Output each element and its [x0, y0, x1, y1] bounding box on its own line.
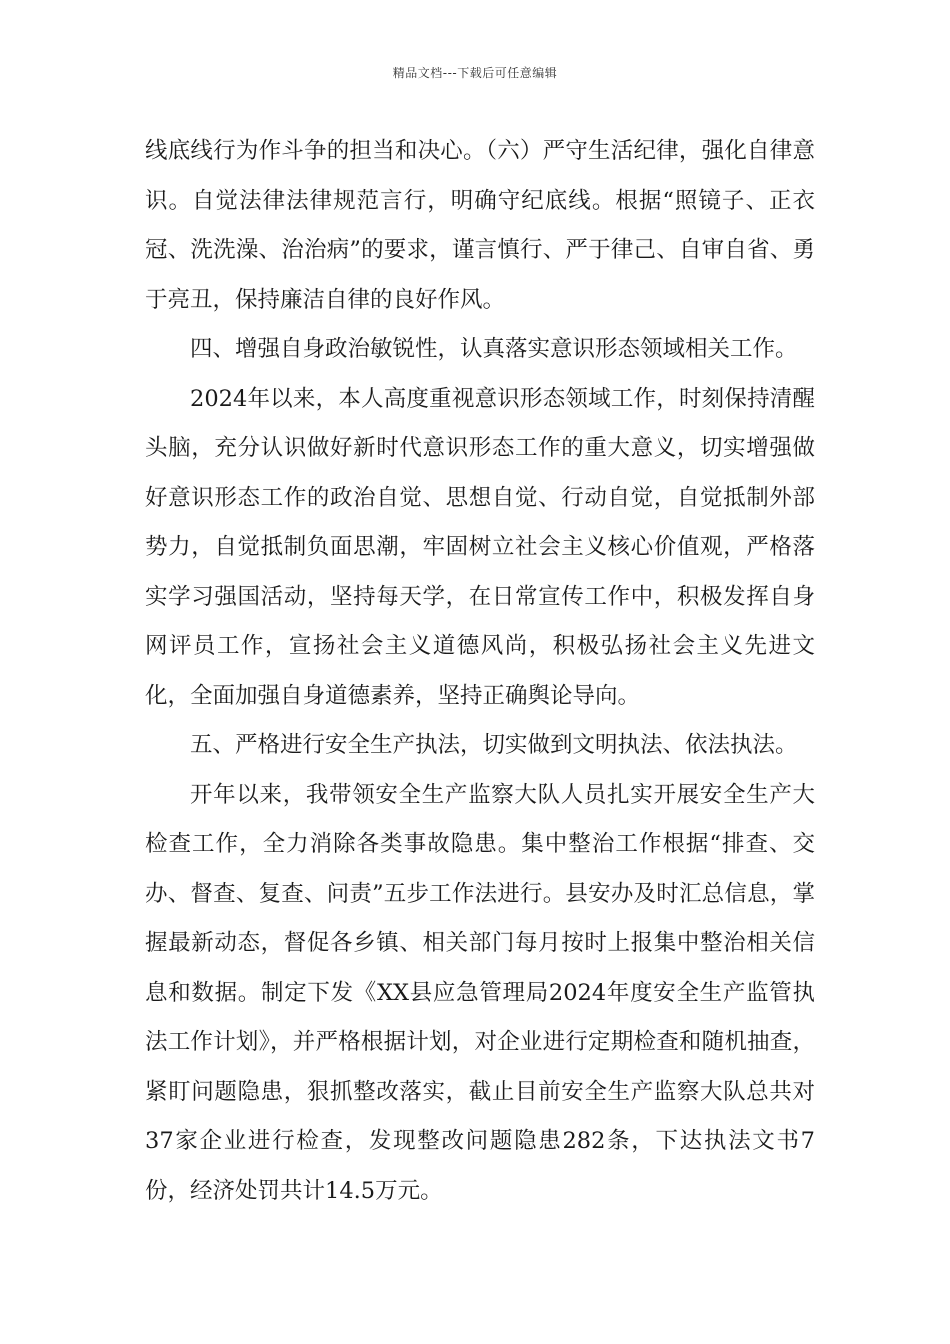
document-body: [145, 127, 815, 1216]
paragraph-continuation: 线底线行为作斗争的担当和决心。（六）严守生活纪律，强化自律意识。自觉法律法律规范言行，明确守纪底线。根据“照镜子、正衣冠、洗洗澡、治治病”的要求，谨言慎行、严于律己、自审自省、勇于亮丑，保持廉洁自律的良好作风。: [145, 138, 815, 313]
paragraph-ideology-work: 2024年以来，本人高度重视意识形态领域工作，时刻保持清醒头脑，充分认识做好新时代意识形态工作的重大意义，切实增强做好意识形态工作的政治自觉、思想自觉、行动自觉，自觉抵制外部势力，自觉抵制负面思潮，牢固树立社会主义核心价值观，严格落实学习强国活动，坚持每天学，在日常宣传工作中，积极发挥自身网评员工作，宣扬社会主义道德风尚，积极弘扬社会主义先进文化，全面加强自身道德素养，坚持正确舆论导向。: [145, 385, 815, 709]
section-heading-four: 四、增强自身政治敏锐性，认真落实意识形态领域相关工作。: [190, 336, 798, 362]
section-heading-five: 五、严格进行安全生产执法，切实做到文明执法、依法执法。: [190, 732, 798, 758]
paragraph-safety-enforcement: 开年以来，我带领安全生产监察大队人员扎实开展安全生产大检查工作，全力消除各类事故隐患。集中整治工作根据“排查、交办、督查、复查、问责”五步工作法进行。县安办及时汇总信息，掌握最新动态，督促各乡镇、相关部门每月按时上报集中整治相关信息和数据。制定下发《XX县应急管理局2024年度安全生产监管执法工作计划》，并严格根据计划，对企业进行定期检查和随机抽查，紧盯问题隐患，狠抓整改落实，截止目前安全生产监察大队总共对37家企业进行检查，发现整改问题隐患282条，下达执法文书7份，经济处罚共计14.5万元。: [145, 781, 815, 1204]
page-header: 精品文档---下载后可任意编辑: [392, 66, 558, 80]
